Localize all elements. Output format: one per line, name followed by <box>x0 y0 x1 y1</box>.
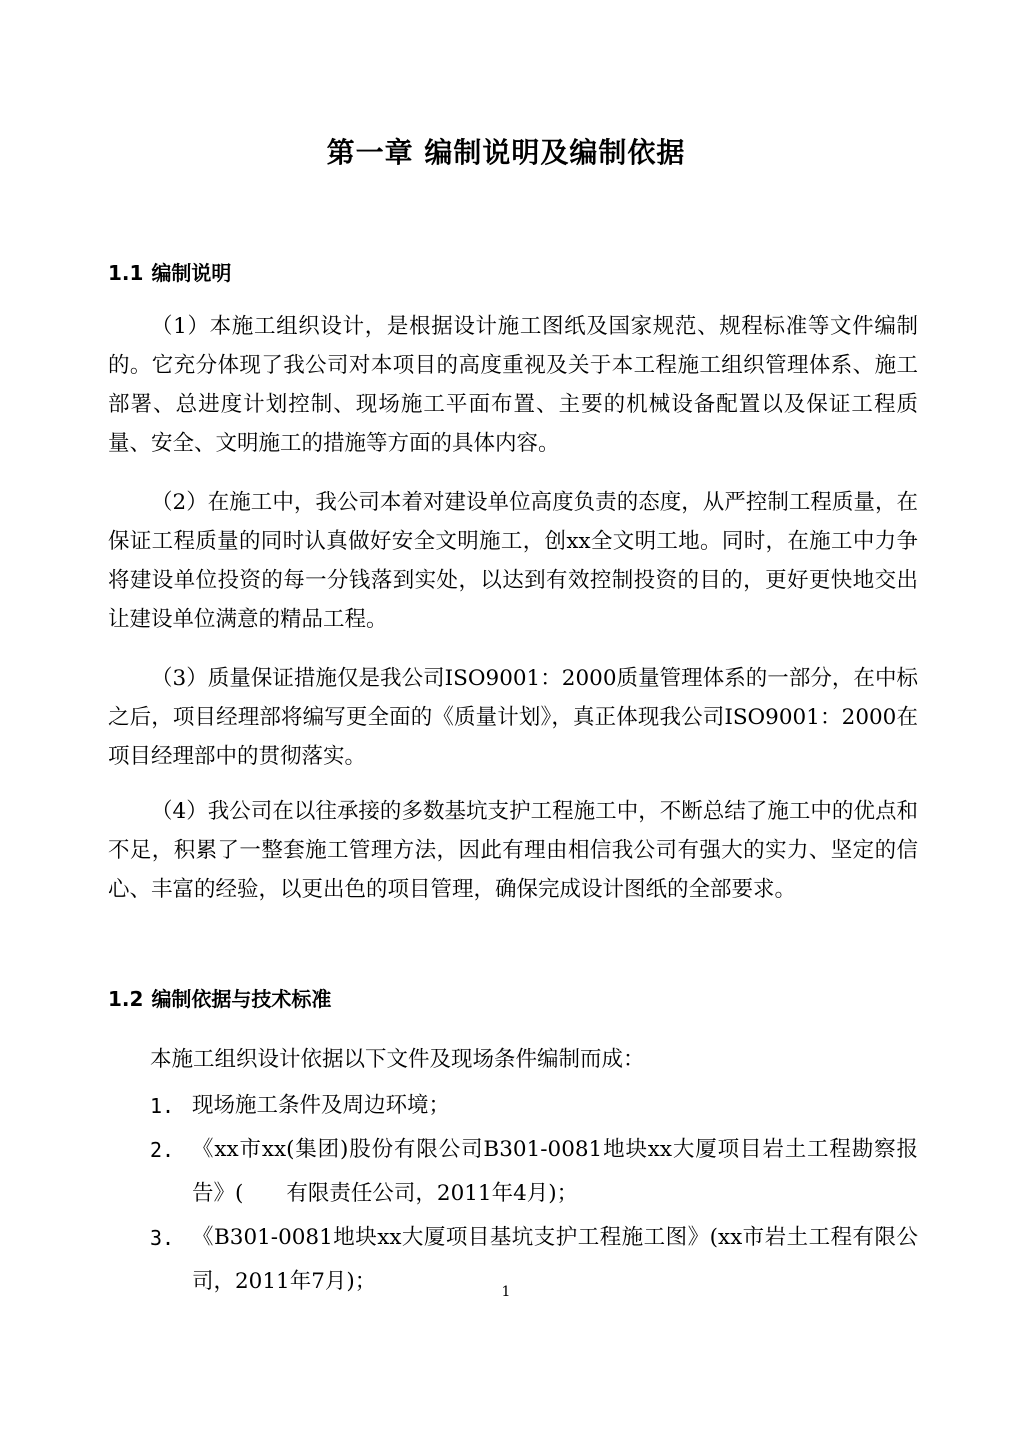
section-intro: 本施工组织设计依据以下文件及现场条件编制而成： <box>150 1047 645 1072</box>
section-title: 编制依据与技术标准 <box>151 987 332 1011</box>
section-number: 1.2 <box>108 987 144 1011</box>
section-number: 1.1 <box>108 261 144 285</box>
list-marker: 2. <box>150 1138 175 1162</box>
list-item-text: 现场施工条件及周边环境； <box>192 1093 451 1118</box>
paragraph-4: （4）我公司在以往承接的多数基坑支护工程施工中，不断总结了施工中的优点和不足，积累了一整套施工管理方法，因此有理由相信我公司有强大的实力、坚定的信心、丰富的经验，以更出色的项目管理，确保完成设计图纸的全部要求。 <box>108 799 918 902</box>
chapter-title: 第一章 编制说明及编制依据 <box>326 136 686 169</box>
section-heading-1-2 <box>108 984 331 1014</box>
page-number: 1 <box>501 1284 511 1300</box>
list-item <box>150 1128 918 1216</box>
paragraph-3: （3）质量保证措施仅是我公司ISO9001：2000质量管理体系的一部分，在中标之后，项目经理部将编写更全面的《质量计划》，真正体现我公司ISO9001：2000在项目经理部中的贯彻落实。 <box>108 666 918 769</box>
list-item <box>150 1084 918 1128</box>
list-marker: 1. <box>150 1094 175 1118</box>
list-item-text: 《B301-0081地块xx大厦项目基坑支护工程施工图》(xx市岩土工程有限公司，2011年7月)； <box>192 1225 918 1294</box>
list-item-text: 《xx市xx(集团)股份有限公司B301-0081地块xx大厦项目岩土工程勘察报告》( 有限责任公司，2011年4月)； <box>192 1137 918 1206</box>
paragraph-1: （1）本施工组织设计，是根据设计施工图纸及国家规范、规程标准等文件编制的。它充分体现了我公司对本项目的高度重视及关于本工程施工组织管理体系、施工部署、总进度计划控制、现场施工平面布置、主要的机械设备配置以及保证工程质量、安全、文明施工的措施等方面的具体内容。 <box>108 314 918 456</box>
list-marker: 3. <box>150 1226 175 1250</box>
section-heading-1-1 <box>108 258 231 288</box>
paragraph-2: （2）在施工中，我公司本着对建设单位高度负责的态度，从严控制工程质量，在保证工程质量的同时认真做好安全文明施工，创xx全文明工地。同时，在施工中力争将建设单位投资的每一分钱落到实处，以达到有效控制投资的目的，更好更快地交出让建设单位满意的精品工程。 <box>108 490 918 632</box>
section-title: 编制说明 <box>151 261 232 285</box>
basis-list <box>150 1084 918 1304</box>
